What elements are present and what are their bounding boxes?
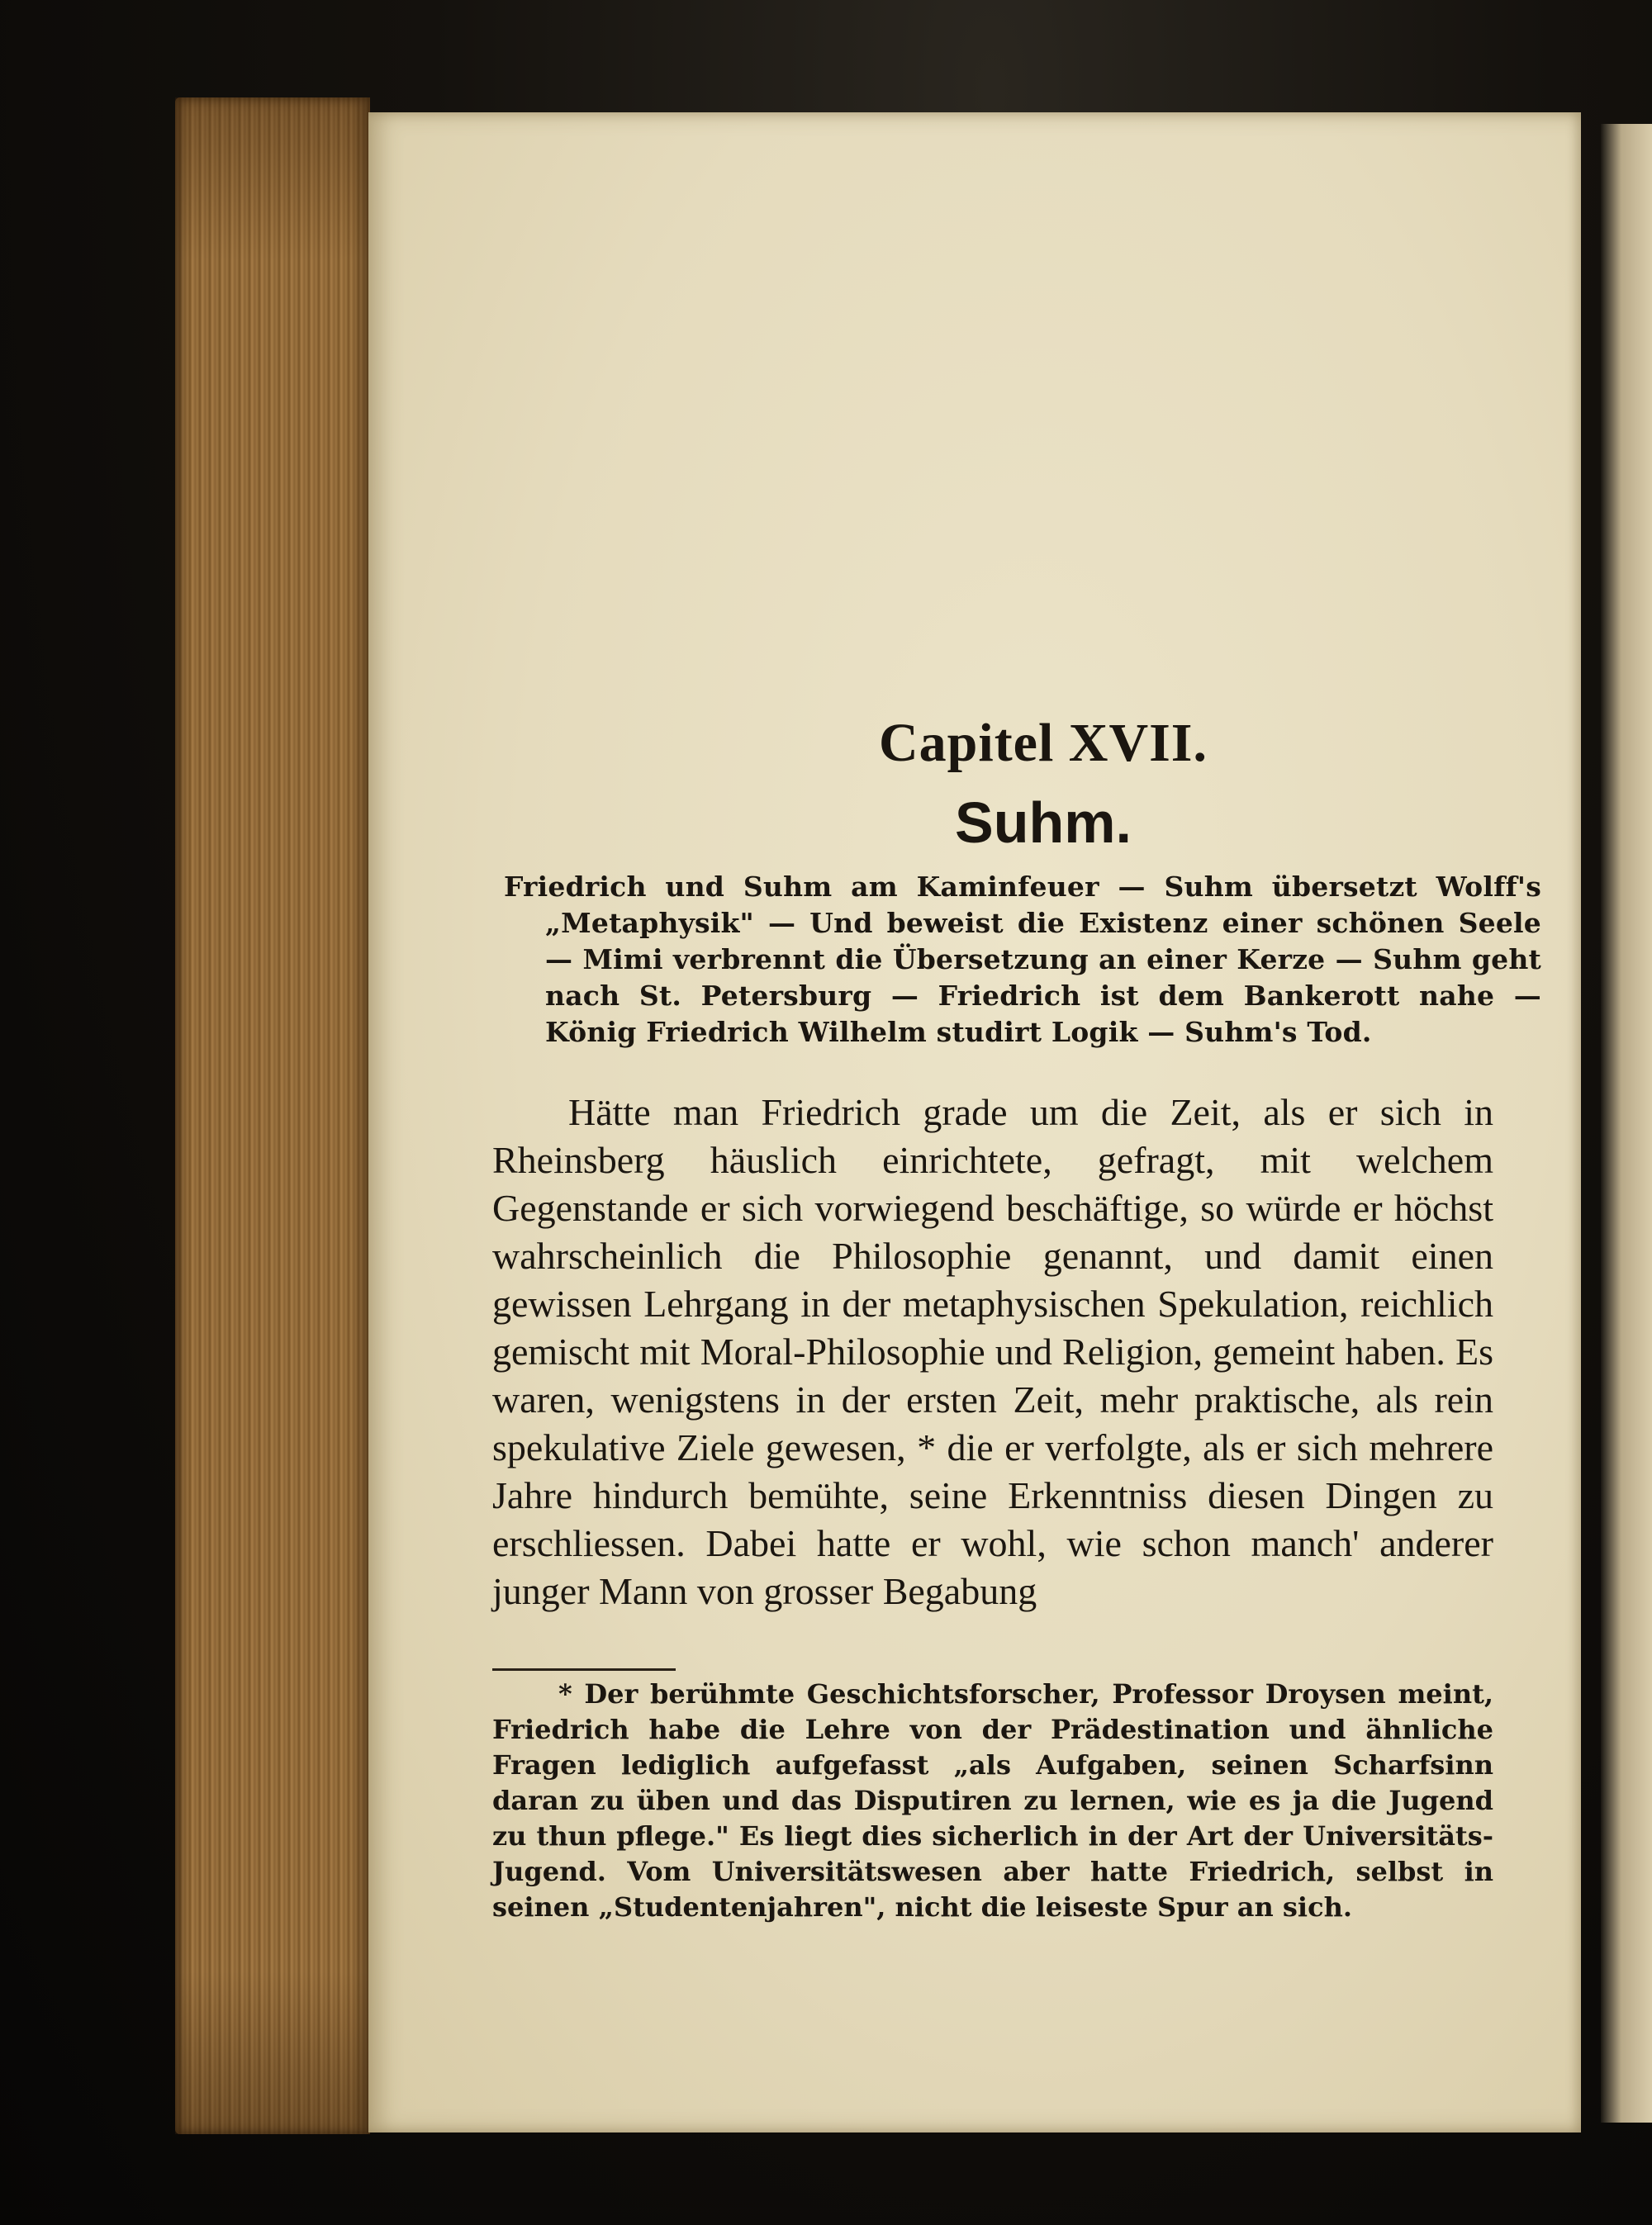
page-edge-stack xyxy=(175,97,370,2134)
chapter-number: Capitel XVII. xyxy=(878,713,1208,773)
body-paragraph: Hätte man Friedrich grade um die Zeit, als er sich in Rheinsberg häuslich einrichtete, gefragt, mit welchem Gegenstande er sich vorwiegend beschäftige, so würde er höchst wahrscheinlich die Philosophie genannt, und damit einen gewissen Lehrgang in der metaphysischen Spekulation, reichlich gemischt mit Moral-Philosophie und Religion, gemeint haben. Es waren, wenigstens in der ersten Zeit, mehr praktische, als rein spekulative Ziele gewesen, * die er verfolgte, als er sich mehrere Jahre hindurch bemühte, seine Erkenntniss diesen Dingen zu erschliessen. Dabei hatte er wohl, wie schon manch' anderer junger Mann von grosser Begabung xyxy=(492,1091,1493,1612)
chapter-title: Suhm. xyxy=(955,790,1132,855)
adjacent-page-edge xyxy=(1601,124,1652,2123)
chapter-summary: Friedrich und Suhm am Kaminfeuer — Suhm übersetzt Wolff's „Metaphysik" — Und beweist die Existenz einer schönen Seele — Mimi verbrennt die Übersetzung an einer Kerze — Suhm geht nach St. Petersburg — Friedrich ist dem Bankerott nahe — König Friedrich Wilhelm studirt Logik — Suhm's Tod. xyxy=(504,871,1541,1048)
footnote-divider xyxy=(492,1668,676,1671)
footnote: * Der berühmte Geschichtsforscher, Professor Droysen meint, Friedrich habe die Lehre von der Prädestination und ähnliche Fragen lediglich aufgefasst „als Aufgaben, seinen Scharfsinn daran zu üben und das Disputiren zu lernen, wie es ja die Jugend zu thun pflege." Es liegt dies sicherlich in der Art der Universitäts-Jugend. Vom Universitätswesen aber hatte Friedrich, selbst in seinen „Studentenjahren", nicht die leiseste Spur an sich. xyxy=(492,1678,1493,1923)
